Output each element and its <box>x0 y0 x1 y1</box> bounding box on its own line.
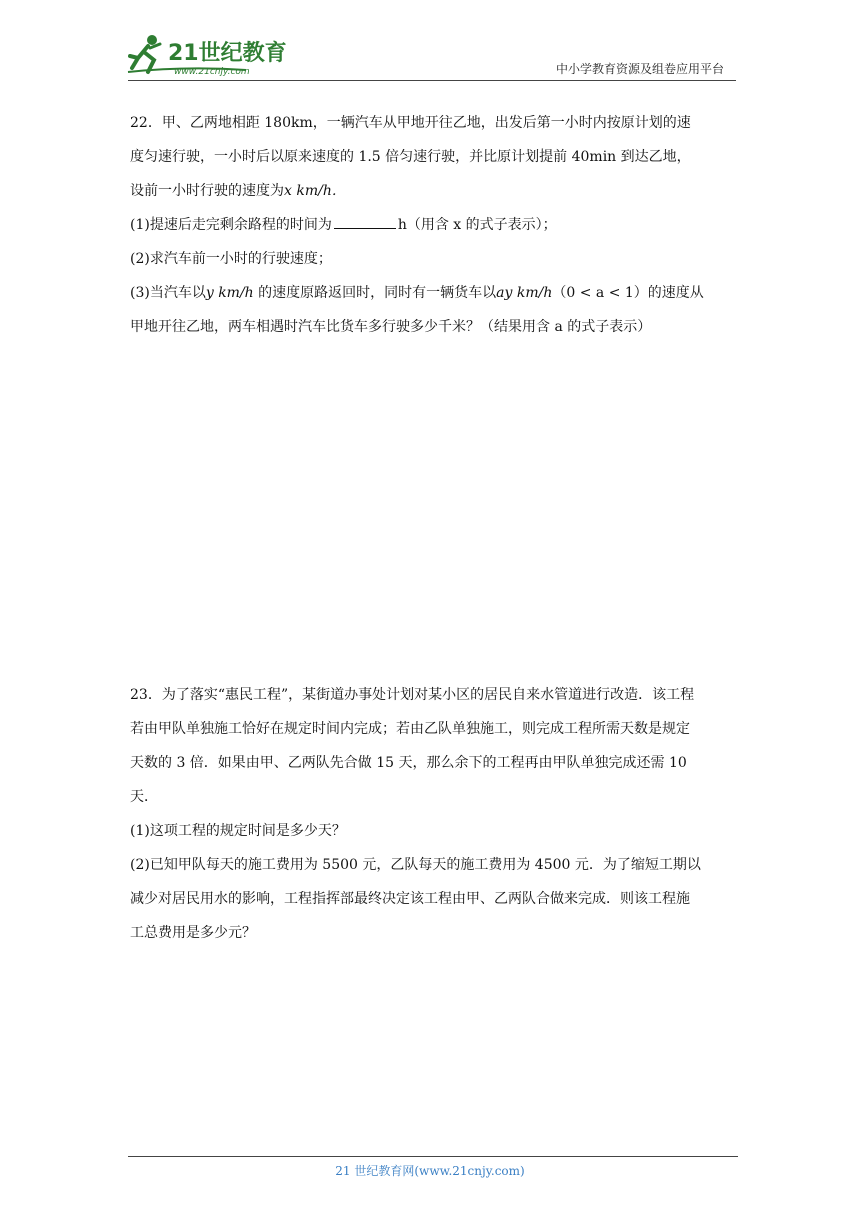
q22-part3: (3)当汽车以y km/h 的速度原路返回时，同时有一辆货车以ay km/h（0 < a < 1）的速度从 <box>130 285 704 301</box>
q22-line1: 22．甲、乙两地相距 180km，一辆汽车从甲地开往乙地，出发后第一小时内按原计划的速 <box>130 115 691 131</box>
footer-divider <box>128 1156 738 1157</box>
header-divider <box>128 80 736 81</box>
question-22 <box>130 106 734 344</box>
page-header <box>0 0 860 90</box>
site-logo <box>126 32 326 78</box>
svg-text:www.21cnjy.com: www.21cnjy.com <box>174 67 250 77</box>
q23-line4: 天． <box>130 789 158 805</box>
q22-part1: (1)提速后走完剩余路程的时间为 h（用含 x 的式子表示）； <box>130 208 734 242</box>
answer-blank[interactable] <box>334 214 396 229</box>
q22-part3-line2: 甲地开往乙地，两车相遇时汽车比货车多行驶多少千米？（结果用含 a 的式子表示） <box>130 319 652 335</box>
q23-line1: 23．为了落实“惠民工程”，某街道办事处计划对某小区的居民自来水管道进行改造．该工程 <box>130 687 695 703</box>
q23-part2-line3: 工总费用是多少元？ <box>130 925 256 941</box>
q22-line2: 度匀速行驶，一小时后以原来速度的 1.5 倍匀速行驶，并比原计划提前 40min 到达乙地， <box>130 149 691 165</box>
q22-part2: (2)求汽车前一小时的行驶速度； <box>130 251 332 267</box>
q23-part1: (1)这项工程的规定时间是多少天？ <box>130 823 346 839</box>
runner-icon <box>130 35 160 72</box>
footer-link[interactable]: 21 世纪教育网(www.21cnjy.com) <box>335 1164 525 1178</box>
q23-line3: 天数的 3 倍．如果由甲、乙两队先合做 15 天，那么余下的工程再由甲队单独完成还需 10 <box>130 755 687 771</box>
site-name: 中小学教育资源及组卷应用平台 <box>555 62 724 76</box>
q23-line2: 若由甲队单独施工恰好在规定时间内完成；若由乙队单独施工，则完成工程所需天数是规定 <box>130 721 690 737</box>
question-23 <box>130 678 734 950</box>
q23-part2-line2: 减少对居民用水的影响，工程指挥部最终决定该工程由甲、乙两队合做来完成．则该工程施 <box>130 891 690 907</box>
q23-part2-line1: (2)已知甲队每天的施工费用为 5500 元，乙队每天的施工费用为 4500 元．为了缩短工期以 <box>130 857 701 873</box>
q22-line3: 设前一小时行驶的速度为x km/h． <box>130 183 346 199</box>
svg-text:21世纪教育: 21世纪教育 <box>168 41 287 66</box>
